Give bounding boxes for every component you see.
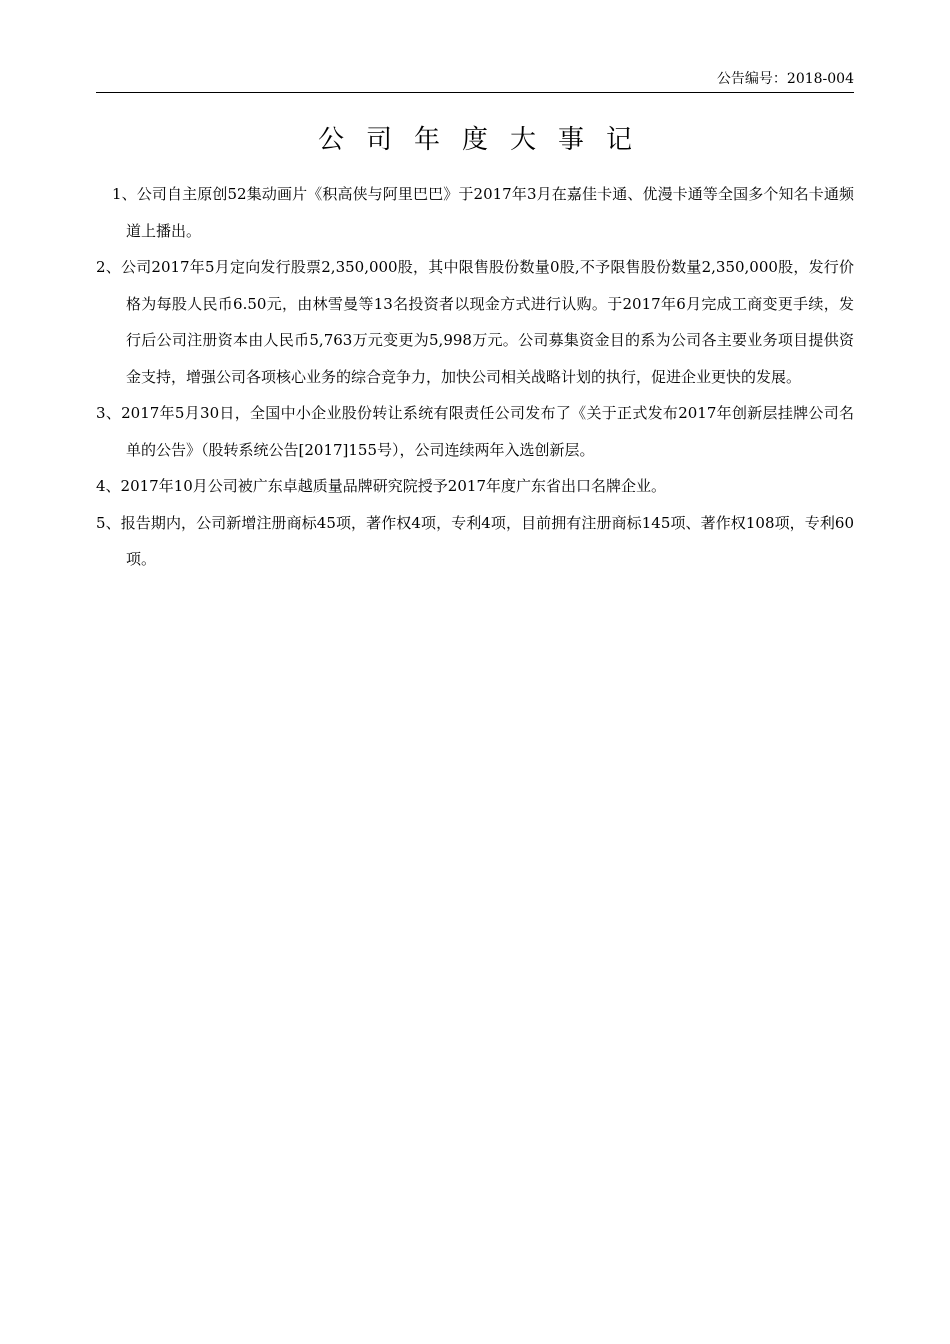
- event-number: 5、: [96, 513, 121, 532]
- event-item-3: [96, 395, 854, 468]
- event-number: 1、: [112, 185, 137, 203]
- event-item-1: [96, 176, 854, 249]
- events-list: [96, 176, 854, 578]
- event-item-2: [96, 249, 854, 395]
- page-title: 公司年度大事记: [317, 125, 654, 155]
- event-text: 报告期内，公司新增注册商标45项，著作权4项，专利4项，目前拥有注册商标145项、著作权108项，专利60项。: [120, 513, 855, 568]
- announcement-number: 公告编号：2018-004: [716, 71, 854, 87]
- event-text: 2017年10月公司被广东卓越质量品牌研究院授予2017年度广东省出口名牌企业。: [120, 477, 666, 495]
- event-text: 公司2017年5月定向发行股票2,350,000股，其中限售股份数量0股,不予限售股份数量2,350,000股，发行价格为每股人民币6.50元，由林雪曼等13名投资者以现金方式进行认购。于2017年6月完成工商变更手续，发行后公司注册资本由人民币5,763万元变更为5,998万元。公司募集资金目的系为公司各主要业务项目提供资金支持，增强公司各项核心业务的综合竞争力，加快公司相关战略计划的执行，促进企业更快的发展。: [120, 258, 855, 386]
- event-number: 2、: [96, 258, 121, 276]
- event-item-4: [96, 468, 854, 505]
- page-header: [96, 66, 854, 93]
- event-number: 3、: [96, 404, 122, 422]
- event-item-5: [96, 505, 854, 578]
- event-number: 4、: [96, 477, 121, 495]
- event-text: 2017年5月30日，全国中小企业股份转让系统有限责任公司发布了《关于正式发布2017年创新层挂牌公司名单的公告》（股转系统公告[2017]155号），公司连续两年入选创新层。: [121, 404, 855, 459]
- event-text: 公司自主原创52集动画片《积高侠与阿里巴巴》于2017年3月在嘉佳卡通、优漫卡通等全国多个知名卡通频道上播出。: [126, 185, 855, 240]
